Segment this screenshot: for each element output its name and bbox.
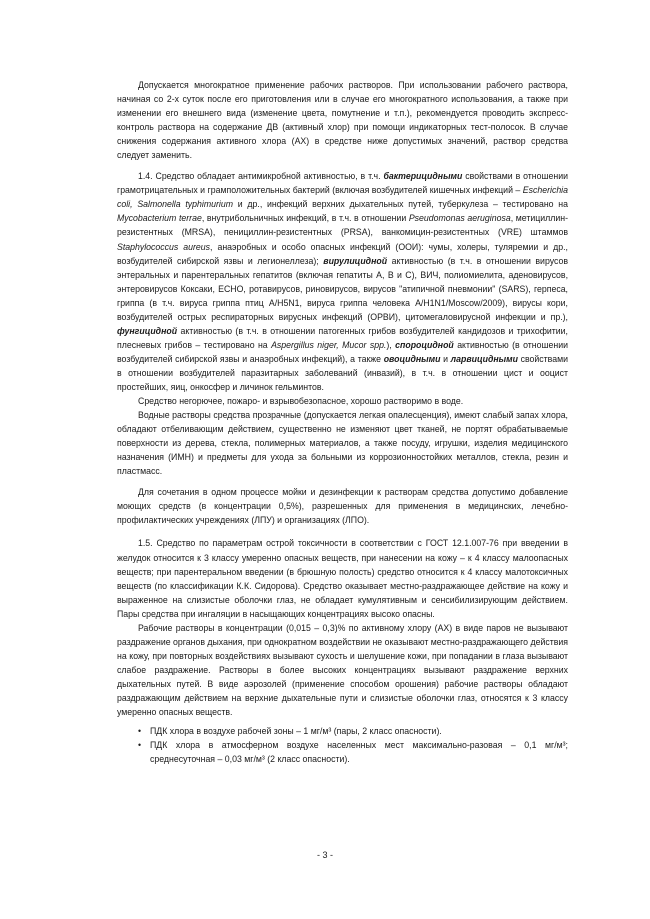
text-segment: свойствами в отношении грамотрицательных и грамположительных бактерий (включая возбудителей кишечных инфекций – [117, 171, 568, 196]
text-segment: ), [386, 339, 396, 350]
paragraph-p-solutions [117, 408, 568, 478]
text-segment: Средство негорючее, пожаро- и взрывобезопасное, хорошо растворимо в воде. [138, 396, 464, 407]
text-segment: бактерицидными [383, 171, 463, 182]
text-segment: , метициллин-резистентных (MRSA), пенициллин-резистентных (PRSA), ванкомицин-резистентных (VRE) штаммов [117, 213, 569, 238]
paragraph-p-combine [117, 485, 568, 527]
text-segment: и [440, 353, 451, 364]
list-item-text: ПДК хлора в атмосферном воздухе населенных мест максимально-разовая – 0,1 мг/м³; среднесуточная – 0,03 мг/м³ (2 класс опасности). [150, 740, 568, 765]
page-number: - 3 - [316, 850, 333, 860]
list-item [138, 724, 568, 738]
text-segment: и др., инфекций верхних дыхательных путей, туберкулеза – тестировано на [233, 199, 568, 210]
bullet-icon: • [138, 726, 142, 737]
text-segment: овоцидными [383, 353, 441, 364]
paragraph-p-reuse [117, 78, 568, 162]
text-segment: 1.5. Средство по параметрам острой токсичности в соответствии с ГОСТ 12.1.007-76 при введении в желудок относится к 3 классу умеренно опасных веществ, при нанесении на кожу – к 4 классу малоопасных веществ; при парентеральном введении (в брюшную полость) средство относится к 4 классу малотоксичных веществ (по классификации К.К. Сидорова). Средство оказывает местно-раздражающее действие на кожу и выраженное на слизистые оболочки глаз, не обладает кумулятивным и сенсибилизирующим действием. Пары средства при ингаляции в насыщающих концентрациях высоко опасны. [117, 538, 568, 619]
text-segment: , анаэробных и особо опасных инфекций (ООИ): чумы, холеры, туляремии и др., возбудителей сибирской язвы и легионеллеза); [117, 241, 568, 266]
text-segment: вирулицидной [323, 255, 388, 266]
text-segment: 1.4. Средство обладает антимикробной активностью, в т.ч. [138, 171, 384, 182]
pdk-list [117, 724, 568, 766]
text-segment: Escherichia coli, Salmonella typhimurium [117, 185, 568, 210]
text-segment: Водные растворы средства прозрачные (допускается легкая опалесценция), имеют слабый запах хлора, обладают отбеливающим действием, существенно не изменяют цвет тканей, не портят обрабатываемые поверхности из дерева, стекла, полимерных материалов, а также посуду, игрушки, изделия медицинского назначения (ИМН) и предметы для ухода за больными из коррозионностойких металлов, стекла, резин и пластмасс. [117, 410, 568, 477]
paragraph-p-fire [117, 394, 568, 408]
paragraph-p-1-5 [117, 536, 568, 620]
text-segment: Для сочетания в одном процессе мойки и дезинфекции к растворам средства допустимо добавление моющих средств (в концентрации 0,5%), разрешенных для применения в медицинских, лечебно-профилактических учреждениях (ЛПУ) и организациях (ЛПО). [117, 487, 568, 526]
text-segment: , внутрибольничных инфекций, в т.ч. в отношении [201, 213, 409, 224]
text-segment: ларвицидными [450, 353, 518, 364]
text-segment: Staphylococcus aureus [117, 241, 211, 252]
list-item [138, 738, 568, 766]
paragraph-p-1-4 [117, 169, 568, 394]
text-segment: активностью (в т.ч. в отношении вирусов энтеральных и парентеральных гепатитов (включая гепатиты А, В и С), ВИЧ, полиомиелита, аденовирусов, энтеровирусов Коксаки, ЕСНО, ротавирусов, риновирусов, вирусов "атипичной пневмонии" (SARS), герпеса, гриппа (в т.ч. вируса гриппа птиц A/H5N1, вируса гриппа человека A/H1N1/Moscow/2009), вирусы кори, возбудителей острых респираторных вирусных инфекций (ОРВИ), цитомегаловирусной инфекции и пр.), [117, 255, 568, 322]
text-segment: активностью (в отношении возбудителей сибирской язвы и анаэробных инфекций), а также [117, 339, 568, 364]
paragraph-p-working [117, 621, 568, 719]
text-segment: спороцидной [395, 339, 454, 350]
text-segment: Рабочие растворы в концентрации (0,015 – 0,3)% по активному хлору (АХ) в виде паров не вызывают раздражение органов дыхания, при однократном воздействии не оказывают местно-раздражающего действия на кожу, при повторных воздействиях вызывают сухость и шелушение кожи, при попадании в глаза вызывают слабое раздражение. Растворы в более высоких концентрациях вызывают раздражение верхних дыхательных путей. В виде аэрозолей (применение способом орошения) рабочие растворы обладают раздражающим действием на верхние дыхательные пути и слизистые оболочки глаз, относятся к 3 классу умеренно опасных веществ. [117, 622, 568, 718]
text-segment: Допускается многократное применение рабочих растворов. При использовании рабочего раствора, начиная со 2-х суток после его приготовления или в случае его многократного использования, а также при изменении его внешнего вида (изменение цвета, помутнение и т.п.), рекомендуется проводить экспресс-контроль раствора на содержание ДВ (активный хлор) при помощи индикаторных тест-полосок. В случае снижения содержания активного хлора (АХ) в средстве ниже допустимых значений, раствор средства следует заменить. [117, 80, 568, 161]
document-body [117, 78, 568, 766]
text-segment: активностью (в т.ч. в отношении патогенных грибов возбудителей кандидозов и трихофитии, плесневых грибов – тестировано на [117, 325, 568, 350]
text-segment: фунгицидной [117, 325, 178, 336]
text-segment: Aspergillus niger, Mucor spp. [271, 339, 387, 350]
bullet-icon: • [138, 740, 142, 751]
list-item-text: ПДК хлора в воздухе рабочей зоны – 1 мг/м³ (пары, 2 класс опасности). [150, 726, 442, 737]
text-segment: Mycobacterium terrae [117, 213, 202, 224]
text-segment: свойствами в отношении возбудителей паразитарных заболеваний (инвазий), в т.ч. в отношении цист и ооцист простейших, яиц, онкосфер и личинок гельминтов. [117, 353, 568, 392]
text-segment: Pseudomonas aeruginosa [408, 213, 511, 224]
